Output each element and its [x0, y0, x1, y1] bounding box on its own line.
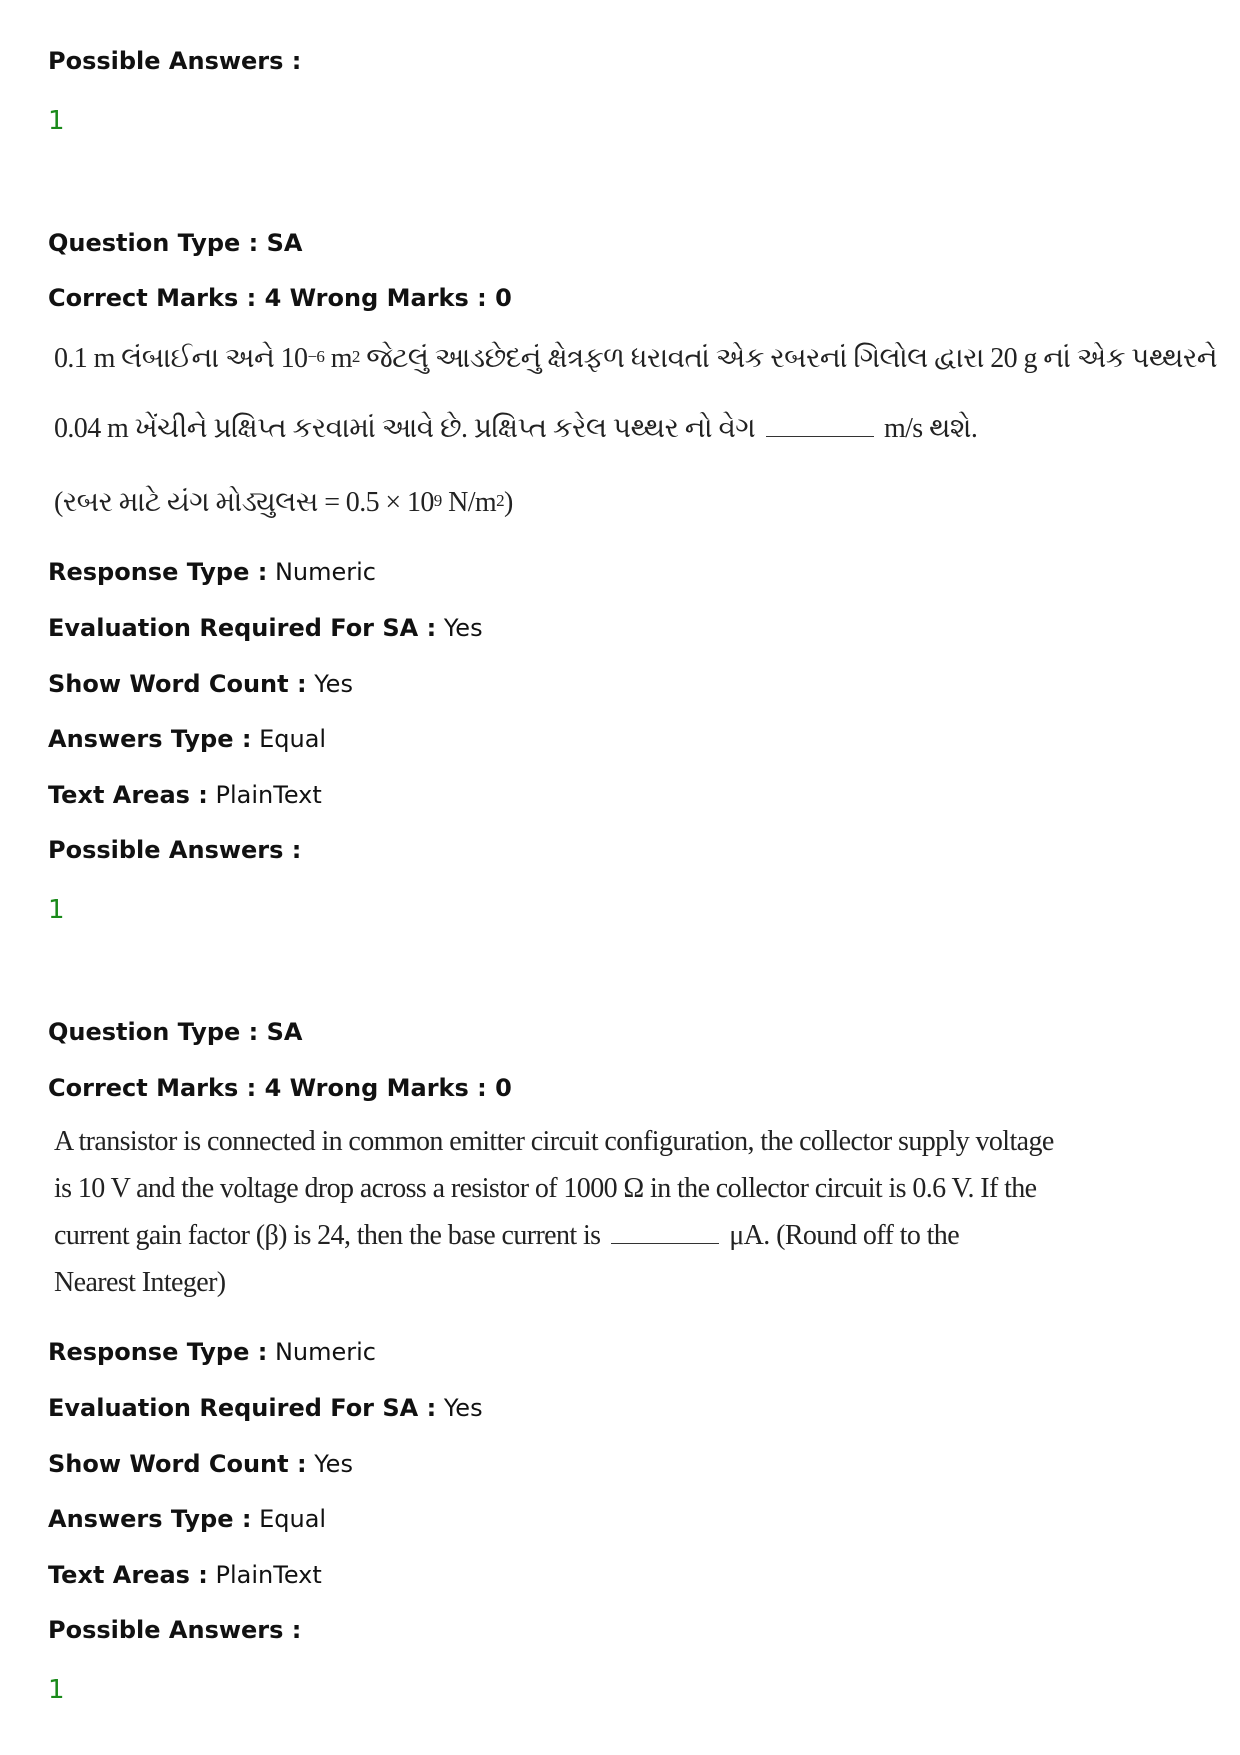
text-areas: Text Areas : PlainText — [48, 1561, 322, 1589]
show-word-count: Show Word Count : Yes — [48, 1450, 353, 1478]
question-text-line: A transistor is connected in common emitter circuit configuration, the collector supply voltage — [54, 1126, 1054, 1157]
answer-blank — [611, 1221, 719, 1244]
answer-blank — [766, 414, 874, 437]
question-text-image — [48, 1125, 1054, 1325]
question-text-line: 0.04 m ખેંચીને પ્રક્ષિપ્ત કરવામાં આવે છે. પ્રક્ષિપ્ત કરેલ પથ્થર નો વેગ m/s થશે. — [54, 413, 978, 444]
marks-line: Correct Marks : 4 Wrong Marks : 0 — [48, 1074, 512, 1102]
show-word-count: Show Word Count : Yes — [48, 670, 353, 698]
possible-answer-value: 1 — [48, 895, 65, 925]
possible-answer-value: 1 — [48, 106, 65, 136]
evaluation-required: Evaluation Required For SA : Yes — [48, 614, 483, 642]
possible-answers-heading: Possible Answers : — [48, 1616, 302, 1644]
response-type: Response Type : Numeric — [48, 1338, 376, 1366]
possible-answer-value: 1 — [48, 1675, 65, 1705]
possible-answers-heading: Possible Answers : — [48, 47, 302, 75]
question-text-line: Nearest Integer) — [54, 1267, 226, 1298]
question-text-image — [48, 338, 1218, 528]
question-text-line: (રબર માટે યંગ મોડ્યુલસ = $0.5 \times 10^9$ $N/m^2$) — [54, 487, 513, 518]
possible-answers-heading: Possible Answers : — [48, 836, 302, 864]
text-areas: Text Areas : PlainText — [48, 781, 322, 809]
evaluation-required: Evaluation Required For SA : Yes — [48, 1394, 483, 1422]
answers-type: Answers Type : Equal — [48, 725, 327, 753]
question-text-line: current gain factor (β) is 24, then the base current is μA. (Round off to the — [54, 1220, 960, 1251]
question-type: Question Type : SA — [48, 229, 303, 257]
answers-type: Answers Type : Equal — [48, 1505, 327, 1533]
marks-line: Correct Marks : 4 Wrong Marks : 0 — [48, 284, 512, 312]
response-type: Response Type : Numeric — [48, 558, 376, 586]
question-text-line: is 10 V and the voltage drop across a resistor of 1000 Ω in the collector circuit is 0.6 V. If the — [54, 1173, 1037, 1204]
question-type: Question Type : SA — [48, 1018, 303, 1046]
question-text-line: 0.1 m લંબાઈના અને $10^{-6}$ $m^2$ જેટલું આડછેદનું ક્ષેત્રફળ ધરાવતાં એક રબરનાં ગિલોલ દ્વારા 20 g નાં એક પથ્થરને — [54, 343, 1218, 374]
